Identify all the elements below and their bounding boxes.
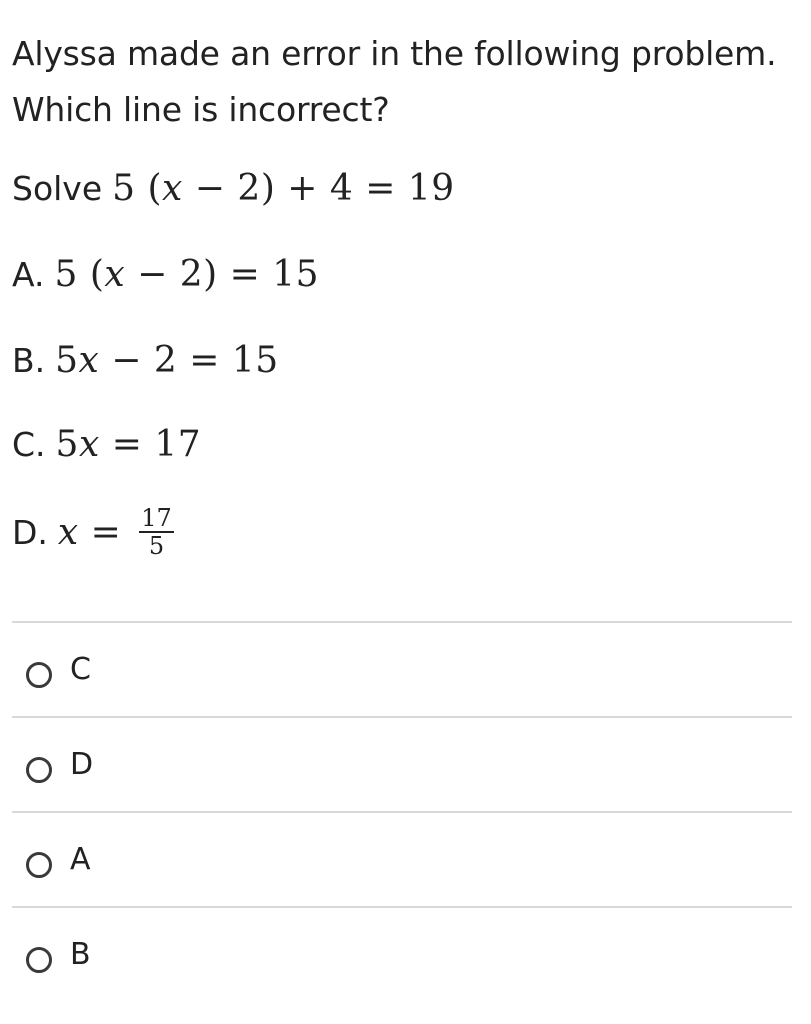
equation-part: 5 ( <box>54 253 105 295</box>
answer-option-b[interactable] <box>12 908 792 1001</box>
step-equation <box>54 254 319 295</box>
question-line-1: Alyssa made an error in the following problem. <box>12 34 777 73</box>
radio-button[interactable] <box>26 947 52 973</box>
equation-part: 5 <box>55 423 79 465</box>
fraction <box>139 505 174 559</box>
step-line-d <box>12 502 174 562</box>
equation-variable: x <box>162 167 183 209</box>
equation-part: = 17 <box>99 423 202 465</box>
equation-variable: x <box>57 511 79 553</box>
problem-statement <box>12 158 455 218</box>
step-line-b <box>12 330 279 390</box>
step-equation <box>56 424 202 465</box>
step-label: D. <box>12 512 48 552</box>
radio-button[interactable] <box>26 852 52 878</box>
equation-variable: x <box>78 423 100 465</box>
question-line-2: Which line is incorrect? <box>12 90 390 129</box>
option-label: A <box>70 842 91 877</box>
option-label: B <box>70 937 91 972</box>
fraction-denominator: 5 <box>148 532 165 560</box>
step-label: A. <box>12 254 45 294</box>
radio-button[interactable] <box>26 662 52 688</box>
equation-part: = <box>78 511 134 553</box>
step-equation <box>55 340 279 381</box>
answer-option-c[interactable] <box>12 623 792 716</box>
question-text <box>12 26 802 138</box>
step-label: B. <box>12 340 46 380</box>
problem-equation <box>112 168 455 209</box>
equation-part: 5 <box>55 339 79 381</box>
solve-label: Solve <box>12 168 103 208</box>
radio-button[interactable] <box>26 757 52 783</box>
equation-part: − 2 = 15 <box>99 339 279 381</box>
equation-part: − 2) = 15 <box>125 253 320 295</box>
equation-variable: x <box>78 339 100 381</box>
answer-option-d[interactable] <box>12 718 792 811</box>
step-equation <box>58 512 133 553</box>
option-label: C <box>70 652 91 687</box>
step-line-a <box>12 244 319 304</box>
answer-option-a[interactable] <box>12 813 792 906</box>
step-line-c <box>12 414 201 474</box>
equation-part: 5 ( <box>112 167 163 209</box>
option-label: D <box>70 747 94 782</box>
fraction-numerator: 17 <box>141 504 172 532</box>
equation-part: − 2) + 4 = 19 <box>182 167 455 209</box>
equation-variable: x <box>104 253 126 295</box>
step-label: C. <box>12 424 46 464</box>
